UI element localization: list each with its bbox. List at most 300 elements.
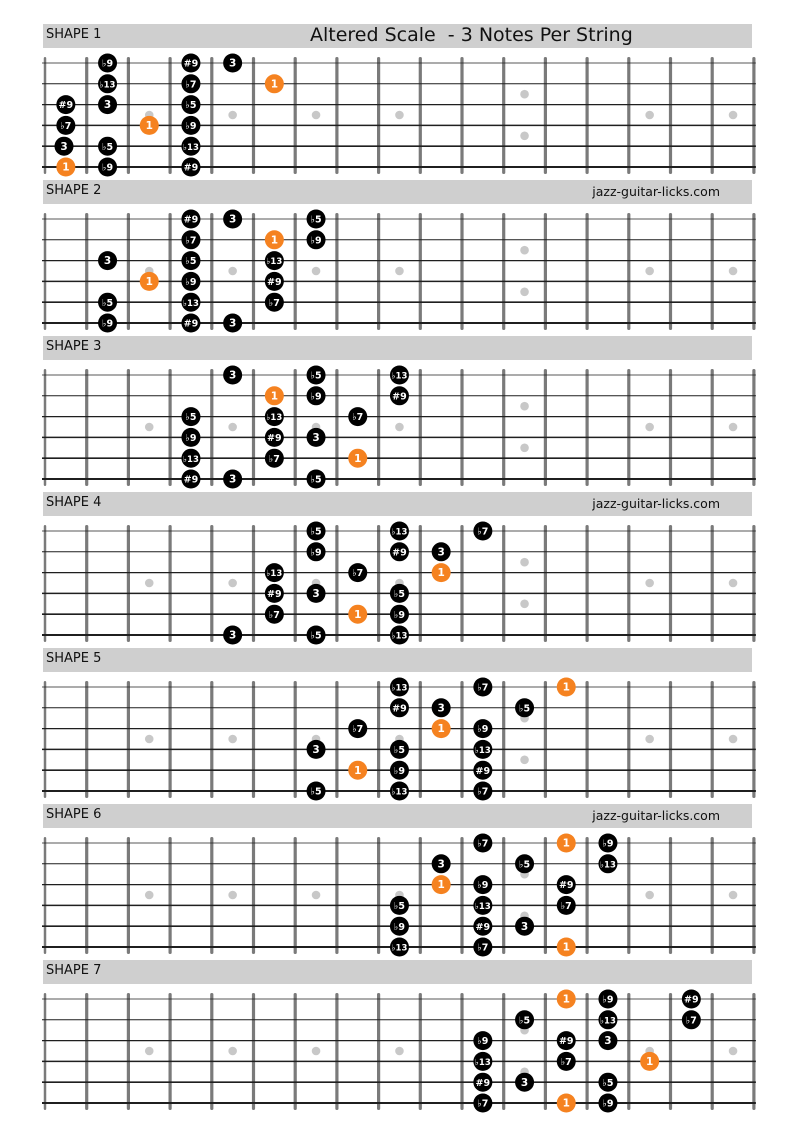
fretboard-shape-5 bbox=[0, 648, 793, 804]
fret-line bbox=[460, 525, 463, 642]
note-label: 1 bbox=[645, 1056, 654, 1068]
note-label: #9 bbox=[684, 994, 699, 1006]
note-label: 1 bbox=[270, 78, 279, 91]
note-label: 1 bbox=[437, 723, 445, 736]
note-label: ♭13 bbox=[391, 527, 408, 538]
note-marker bbox=[98, 158, 117, 177]
note-label: ♭7 bbox=[477, 1098, 489, 1110]
fret-line bbox=[544, 681, 547, 798]
fret-line bbox=[419, 525, 422, 642]
note-marker bbox=[181, 54, 200, 73]
fret-line bbox=[627, 837, 630, 954]
note-label: 1 bbox=[562, 681, 570, 694]
fret-line bbox=[544, 525, 547, 642]
note-marker bbox=[98, 293, 117, 312]
fret-line bbox=[419, 993, 422, 1110]
root-note-marker bbox=[640, 1052, 659, 1071]
fret-line bbox=[669, 369, 672, 486]
fret-line bbox=[294, 525, 297, 642]
note-marker bbox=[181, 428, 200, 447]
note-label: ♭5 bbox=[102, 141, 114, 153]
note-label: 1 bbox=[437, 567, 445, 580]
inlay-dot bbox=[395, 423, 404, 432]
inlay-dot bbox=[312, 1047, 321, 1056]
inlay-dot bbox=[145, 579, 154, 588]
note-marker bbox=[181, 251, 200, 270]
note-marker bbox=[515, 698, 534, 717]
fret-line bbox=[252, 369, 255, 486]
note-label: ♭13 bbox=[266, 569, 283, 580]
inlay-dot bbox=[729, 267, 738, 276]
root-note-marker bbox=[557, 834, 576, 853]
fret-line bbox=[252, 525, 255, 642]
note-marker bbox=[390, 740, 409, 759]
fret-line bbox=[711, 993, 714, 1110]
inlay-dot bbox=[228, 111, 237, 120]
note-label: ♭13 bbox=[474, 902, 491, 912]
fret-line bbox=[335, 369, 338, 486]
inlay-dot bbox=[520, 288, 529, 297]
note-label: ♭13 bbox=[99, 80, 116, 91]
note-label: ♭7 bbox=[268, 609, 280, 621]
note-label: ♭5 bbox=[310, 370, 322, 382]
inlay-dot bbox=[145, 891, 154, 900]
note-marker bbox=[265, 428, 284, 447]
note-marker bbox=[181, 137, 200, 156]
note-marker bbox=[598, 1031, 617, 1050]
fret-line bbox=[294, 57, 297, 174]
note-marker bbox=[598, 1010, 617, 1029]
note-label: ♭7 bbox=[685, 1015, 697, 1027]
inlay-dot bbox=[645, 891, 654, 900]
fret-line bbox=[210, 369, 213, 486]
inlay-dot bbox=[729, 891, 738, 900]
root-note-marker bbox=[265, 230, 284, 249]
root-note-marker bbox=[557, 1094, 576, 1113]
root-note-marker bbox=[348, 605, 367, 624]
fret-line bbox=[502, 837, 505, 954]
fret-line bbox=[669, 681, 672, 798]
note-marker bbox=[390, 678, 409, 697]
fret-line bbox=[85, 993, 88, 1110]
shape-label: SHAPE 7 bbox=[46, 963, 102, 978]
inlay-dot bbox=[312, 111, 321, 120]
note-marker bbox=[390, 626, 409, 645]
note-label: ♭7 bbox=[477, 942, 489, 954]
fret-line bbox=[377, 837, 380, 954]
shape-panel-6 bbox=[0, 804, 793, 960]
note-marker bbox=[557, 1031, 576, 1050]
note-marker bbox=[390, 938, 409, 957]
note-marker bbox=[682, 1010, 701, 1029]
fretboard-shape-3 bbox=[0, 336, 793, 492]
shape-panel-4 bbox=[0, 492, 793, 648]
fret-line bbox=[419, 213, 422, 330]
note-marker bbox=[515, 1010, 534, 1029]
note-marker bbox=[557, 875, 576, 894]
note-label: 3 bbox=[312, 432, 320, 444]
note-label: #9 bbox=[183, 58, 199, 70]
fret-line bbox=[127, 213, 130, 330]
inlay-dot bbox=[228, 891, 237, 900]
note-label: 3 bbox=[103, 255, 112, 268]
note-label: ♭9 bbox=[477, 724, 489, 736]
fret-line bbox=[544, 213, 547, 330]
fret-line bbox=[586, 681, 589, 798]
note-label: ♭9 bbox=[102, 58, 114, 70]
shape-label: SHAPE 4 bbox=[46, 495, 102, 510]
fret-line bbox=[586, 993, 589, 1110]
note-label: ♭13 bbox=[266, 413, 283, 424]
note-marker bbox=[265, 407, 284, 426]
note-label: #9 bbox=[267, 589, 282, 600]
root-note-marker bbox=[432, 563, 451, 582]
fret-line bbox=[169, 369, 172, 486]
note-label: 3 bbox=[103, 99, 112, 112]
fret-line bbox=[586, 837, 589, 954]
root-note-marker bbox=[348, 449, 367, 468]
fret-line bbox=[627, 57, 630, 174]
inlay-dot bbox=[395, 111, 404, 120]
fret-line bbox=[377, 681, 380, 798]
inlay-dot bbox=[228, 423, 237, 432]
root-note-marker bbox=[140, 116, 159, 135]
note-marker bbox=[307, 542, 326, 561]
inlay-dot bbox=[145, 423, 154, 432]
fret-line bbox=[711, 57, 714, 174]
note-marker bbox=[682, 990, 701, 1009]
shape-label: SHAPE 1 bbox=[46, 27, 102, 42]
fret-line bbox=[627, 213, 630, 330]
note-label: ♭13 bbox=[600, 1016, 616, 1027]
root-note-marker bbox=[557, 678, 576, 697]
note-marker bbox=[307, 626, 326, 645]
fret-line bbox=[586, 57, 589, 174]
note-marker bbox=[307, 782, 326, 801]
note-label: ♭7 bbox=[268, 453, 280, 465]
root-note-marker bbox=[557, 990, 576, 1009]
note-label: #9 bbox=[475, 765, 491, 777]
note-label: #9 bbox=[183, 162, 199, 174]
note-label: 1 bbox=[562, 837, 570, 850]
note-marker bbox=[348, 719, 367, 738]
note-label: ♭13 bbox=[474, 1058, 491, 1068]
inlay-dot bbox=[145, 1047, 154, 1056]
note-marker bbox=[390, 761, 409, 780]
note-label: ♭7 bbox=[60, 121, 72, 132]
note-marker bbox=[473, 1052, 492, 1071]
note-marker bbox=[265, 449, 284, 468]
fret-line bbox=[711, 837, 714, 954]
note-label: ♭9 bbox=[185, 433, 197, 444]
note-label: ♭13 bbox=[183, 142, 199, 153]
fret-line bbox=[294, 369, 297, 486]
note-marker bbox=[432, 698, 451, 717]
note-marker bbox=[181, 272, 200, 291]
note-label: ♭13 bbox=[391, 631, 408, 642]
shape-panel-5 bbox=[0, 648, 793, 804]
note-marker bbox=[473, 1073, 492, 1092]
note-marker bbox=[473, 917, 492, 936]
note-label: 3 bbox=[437, 546, 445, 559]
note-label: 3 bbox=[520, 1076, 529, 1089]
fret-line bbox=[460, 369, 463, 486]
note-label: 3 bbox=[437, 702, 445, 715]
note-label: 3 bbox=[604, 1035, 612, 1048]
note-marker bbox=[98, 95, 117, 114]
note-marker bbox=[473, 761, 492, 780]
note-marker bbox=[390, 698, 409, 717]
fret-line bbox=[294, 213, 297, 330]
note-marker bbox=[307, 428, 326, 447]
root-note-marker bbox=[432, 875, 451, 894]
fret-line bbox=[85, 57, 88, 174]
fret-line bbox=[419, 837, 422, 954]
inlay-dot bbox=[520, 558, 529, 567]
fret-line bbox=[294, 681, 297, 798]
fret-line bbox=[752, 525, 755, 642]
note-label: #9 bbox=[183, 214, 199, 226]
fret-line bbox=[127, 837, 130, 954]
note-label: ♭5 bbox=[519, 1015, 531, 1027]
fret-line bbox=[210, 213, 213, 330]
note-label: 3 bbox=[60, 140, 68, 153]
note-marker bbox=[473, 896, 492, 915]
note-label: #9 bbox=[58, 100, 74, 112]
note-marker bbox=[265, 563, 284, 582]
fret-line bbox=[752, 993, 755, 1110]
inlay-dot bbox=[395, 1047, 404, 1056]
fret-line bbox=[586, 525, 589, 642]
note-label: #9 bbox=[475, 1077, 491, 1089]
note-label: #9 bbox=[267, 277, 282, 288]
note-label: 3 bbox=[437, 858, 445, 871]
fret-line bbox=[502, 213, 505, 330]
note-label: ♭9 bbox=[477, 880, 489, 892]
fret-line bbox=[544, 57, 547, 174]
note-label: ♭5 bbox=[310, 630, 322, 642]
note-label: 1 bbox=[562, 1097, 570, 1110]
fret-line bbox=[502, 681, 505, 798]
note-marker bbox=[265, 605, 284, 624]
note-marker bbox=[598, 1073, 617, 1092]
note-label: ♭7 bbox=[477, 526, 489, 538]
note-marker bbox=[98, 251, 117, 270]
inlay-dot bbox=[520, 600, 529, 609]
note-marker bbox=[223, 314, 242, 333]
note-marker bbox=[473, 719, 492, 738]
fretboard-shape-4 bbox=[0, 492, 793, 648]
fret-line bbox=[752, 57, 755, 174]
note-label: ♭9 bbox=[602, 994, 614, 1006]
root-note-marker bbox=[348, 761, 367, 780]
note-marker bbox=[307, 740, 326, 759]
inlay-dot bbox=[228, 735, 237, 744]
fretboard-shape-2 bbox=[0, 180, 793, 336]
root-note-marker bbox=[557, 938, 576, 957]
note-label: ♭5 bbox=[602, 1077, 614, 1089]
note-marker bbox=[223, 366, 242, 385]
note-label: ♭5 bbox=[185, 256, 197, 268]
fret-line bbox=[711, 369, 714, 486]
fret-line bbox=[460, 837, 463, 954]
note-marker bbox=[265, 293, 284, 312]
shape-label: SHAPE 3 bbox=[46, 339, 102, 354]
nut-line bbox=[44, 681, 47, 798]
note-label: 1 bbox=[145, 276, 153, 288]
note-marker bbox=[181, 230, 200, 249]
inlay-dot bbox=[228, 1047, 237, 1056]
note-label: ♭5 bbox=[102, 297, 114, 309]
note-label: ♭9 bbox=[185, 121, 197, 132]
note-marker bbox=[223, 470, 242, 489]
fret-line bbox=[169, 57, 172, 174]
inlay-dot bbox=[395, 267, 404, 276]
note-label: ♭9 bbox=[393, 921, 405, 933]
root-note-marker bbox=[140, 272, 159, 291]
note-label: ♭13 bbox=[391, 943, 408, 954]
note-marker bbox=[98, 137, 117, 156]
note-label: 1 bbox=[437, 879, 445, 892]
note-marker bbox=[181, 470, 200, 489]
fret-line bbox=[210, 681, 213, 798]
note-marker bbox=[557, 896, 576, 915]
note-label: ♭5 bbox=[519, 859, 531, 871]
note-marker bbox=[307, 386, 326, 405]
fret-line bbox=[85, 681, 88, 798]
inlay-dot bbox=[312, 267, 321, 276]
fret-line bbox=[669, 837, 672, 954]
fret-line bbox=[169, 213, 172, 330]
note-label: 3 bbox=[228, 57, 237, 70]
fret-line bbox=[669, 525, 672, 642]
note-label: 1 bbox=[145, 120, 153, 132]
note-marker bbox=[390, 386, 409, 405]
note-label: #9 bbox=[392, 547, 407, 559]
note-marker bbox=[598, 1094, 617, 1113]
fret-line bbox=[210, 993, 213, 1110]
note-label: ♭9 bbox=[393, 765, 405, 777]
note-label: #9 bbox=[183, 318, 199, 330]
note-marker bbox=[598, 854, 617, 873]
nut-line bbox=[44, 213, 47, 330]
fret-line bbox=[419, 57, 422, 174]
fret-line bbox=[169, 525, 172, 642]
note-marker bbox=[181, 293, 200, 312]
note-marker bbox=[598, 990, 617, 1009]
note-label: ♭9 bbox=[102, 162, 114, 174]
note-marker bbox=[98, 74, 117, 93]
inlay-dot bbox=[520, 402, 529, 411]
note-marker bbox=[348, 407, 367, 426]
note-label: 3 bbox=[228, 473, 237, 486]
fret-line bbox=[335, 837, 338, 954]
fret-line bbox=[377, 525, 380, 642]
fret-line bbox=[85, 525, 88, 642]
note-marker bbox=[181, 95, 200, 114]
note-label: 3 bbox=[228, 213, 237, 226]
note-marker bbox=[473, 678, 492, 697]
fret-line bbox=[460, 993, 463, 1110]
fret-line bbox=[752, 369, 755, 486]
note-label: ♭13 bbox=[600, 860, 616, 871]
fret-line bbox=[127, 369, 130, 486]
inlay-dot bbox=[312, 891, 321, 900]
note-marker bbox=[390, 605, 409, 624]
site-credit: jazz-guitar-licks.com bbox=[592, 808, 720, 823]
note-label: ♭7 bbox=[477, 786, 489, 798]
note-label: ♭9 bbox=[185, 277, 197, 288]
root-note-marker bbox=[56, 158, 75, 177]
note-marker bbox=[223, 54, 242, 73]
fret-line bbox=[252, 57, 255, 174]
note-marker bbox=[98, 314, 117, 333]
note-marker bbox=[598, 834, 617, 853]
note-marker bbox=[390, 542, 409, 561]
note-label: 3 bbox=[228, 369, 237, 382]
inlay-dot bbox=[645, 111, 654, 120]
note-marker bbox=[265, 584, 284, 603]
note-marker bbox=[515, 917, 534, 936]
note-marker bbox=[55, 137, 74, 156]
fret-line bbox=[627, 369, 630, 486]
note-marker bbox=[473, 1031, 492, 1050]
note-label: ♭5 bbox=[310, 786, 322, 798]
fret-line bbox=[752, 681, 755, 798]
fret-line bbox=[586, 213, 589, 330]
fret-line bbox=[335, 681, 338, 798]
shape-panel-1 bbox=[0, 24, 793, 180]
shape-panel-3 bbox=[0, 336, 793, 492]
nut-line bbox=[44, 525, 47, 642]
note-marker bbox=[181, 210, 200, 229]
fret-line bbox=[377, 993, 380, 1110]
fret-line bbox=[627, 993, 630, 1110]
note-marker bbox=[390, 366, 409, 385]
note-marker bbox=[557, 1052, 576, 1071]
note-label: ♭7 bbox=[352, 412, 364, 424]
note-marker bbox=[390, 584, 409, 603]
note-label: ♭9 bbox=[477, 1036, 489, 1048]
note-label: #9 bbox=[558, 1036, 574, 1048]
note-label: 3 bbox=[228, 629, 237, 642]
nut-line bbox=[44, 993, 47, 1110]
note-label: ♭9 bbox=[310, 235, 322, 247]
note-marker bbox=[307, 522, 326, 541]
note-label: ♭9 bbox=[602, 838, 614, 850]
root-note-marker bbox=[265, 74, 284, 93]
note-marker bbox=[223, 210, 242, 229]
note-marker bbox=[181, 116, 200, 135]
note-label: ♭9 bbox=[310, 391, 322, 403]
note-label: ♭5 bbox=[310, 474, 322, 486]
note-label: 3 bbox=[312, 588, 320, 600]
note-marker bbox=[181, 449, 200, 468]
note-label: 1 bbox=[562, 993, 570, 1006]
fret-line bbox=[210, 837, 213, 954]
fret-line bbox=[711, 525, 714, 642]
note-marker bbox=[307, 210, 326, 229]
note-label: 1 bbox=[354, 764, 362, 777]
fret-line bbox=[377, 369, 380, 486]
fret-line bbox=[419, 369, 422, 486]
fret-line bbox=[460, 57, 463, 174]
note-label: ♭9 bbox=[310, 547, 322, 559]
note-label: ♭9 bbox=[393, 609, 405, 621]
note-marker bbox=[56, 116, 75, 135]
note-label: 3 bbox=[228, 317, 237, 330]
fret-line bbox=[502, 993, 505, 1110]
